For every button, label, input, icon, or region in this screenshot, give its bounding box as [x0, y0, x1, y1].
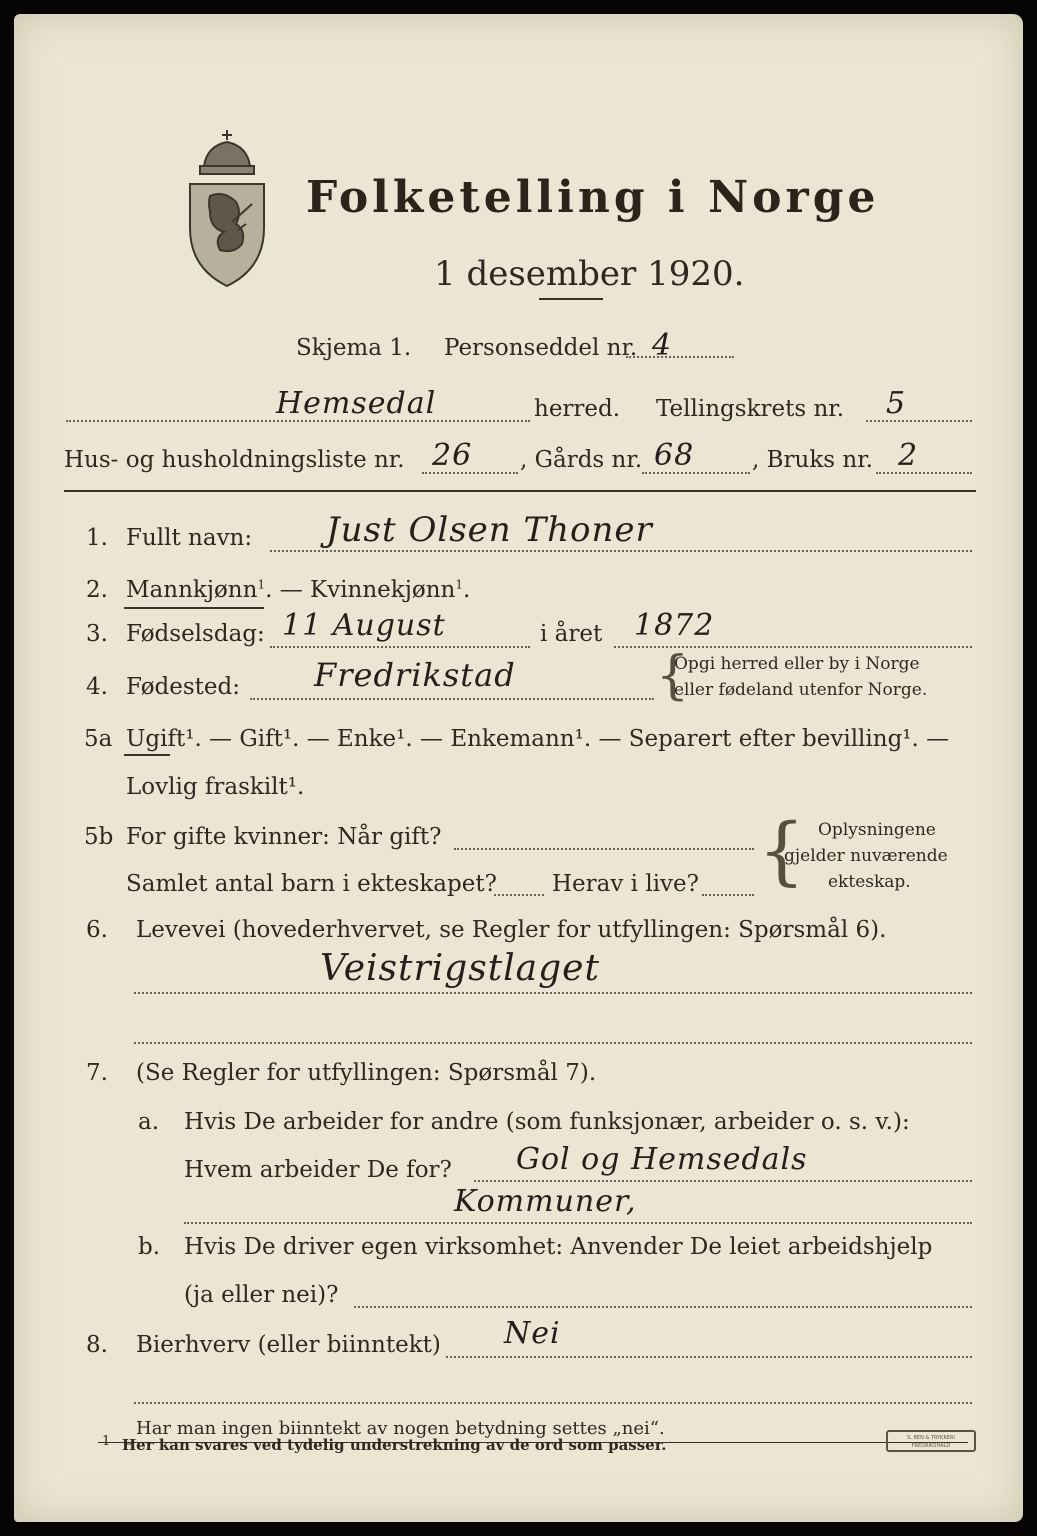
personseddel-line [626, 356, 734, 358]
q4-note-2: eller fødeland utenfor Norge. [674, 680, 928, 700]
q1-number: 1. [86, 525, 108, 551]
nei-note: Har man ingen biinntekt av nogen betydning settes „nei“. [136, 1418, 665, 1439]
q1-value: Just Olsen Thoner [326, 510, 653, 550]
q3-label: Fødselsdag: [126, 621, 265, 647]
census-date: 1 desember 1920. [434, 254, 745, 294]
hus-value: 26 [432, 438, 473, 473]
q3-year-value: 1872 [634, 608, 715, 643]
q7-number: 7. [86, 1060, 108, 1086]
tellingskrets-line [866, 420, 972, 422]
q8-number: 8. [86, 1332, 108, 1358]
gards-line [642, 472, 750, 474]
bruks-label: , Bruks nr. [752, 447, 873, 473]
q4-brace: { [656, 646, 690, 706]
q5b-label-3: Herav i live? [552, 871, 699, 897]
q7a-letter: a. [138, 1109, 160, 1135]
q7a-line-2 [184, 1222, 972, 1224]
q6-label: Levevei (hovederhvervet, se Regler for utfyllingen: Spørsmål 6). [136, 917, 887, 943]
q2-male: Mannkjønn [126, 577, 258, 603]
q3-number: 3. [86, 621, 108, 647]
q8-line-2 [134, 1402, 972, 1404]
herred-line [66, 420, 530, 422]
hus-line [422, 472, 518, 474]
q6-value: Veistrigstlaget [320, 948, 600, 989]
q2-female: . — Kvinnekjønn [265, 577, 456, 603]
q5b-line-3 [702, 894, 754, 896]
coat-of-arms-icon [182, 126, 272, 291]
q5a-underline [124, 754, 170, 756]
q8-label: Bierhverv (eller biinntekt) [136, 1332, 441, 1358]
herred-label: herred. [534, 396, 621, 422]
q5b-note-1: Oplysningene [818, 820, 936, 840]
q4-value: Fredrikstad [314, 656, 516, 694]
q4-number: 4. [86, 674, 108, 700]
bruks-line [876, 472, 972, 474]
q6-line-2 [134, 1042, 972, 1044]
q6-line-1 [134, 992, 972, 994]
q7a-value-1: Gol og Hemsedals [516, 1142, 808, 1177]
q5b-label-2: Samlet antal barn i ekteskapet? [126, 871, 497, 897]
q8-line-1 [446, 1356, 972, 1358]
q7b-letter: b. [138, 1234, 161, 1260]
gards-value: 68 [654, 438, 695, 473]
bruks-value: 2 [898, 438, 919, 473]
q5a-options: Ugift¹. — Gift¹. — Enke¹. — Enkemann¹. — Separert efter bevilling¹. — [126, 726, 950, 752]
skjema-label: Skjema 1. [296, 335, 412, 361]
personseddel-value: 4 [652, 328, 673, 363]
q7a-line-1 [474, 1180, 972, 1182]
q2-options: Mannkjønn$^1$. — Kvinnekjønn$^1$. [126, 577, 471, 603]
header-divider [64, 490, 976, 492]
q5b-line-1 [454, 848, 754, 850]
q5b-note-3: ekteskap. [828, 872, 911, 892]
tellingskrets-label: Tellingskrets nr. [656, 396, 845, 422]
form-title: Folketelling i Norge [306, 172, 880, 223]
q2-underline [124, 607, 264, 609]
q7a-label: Hvis De arbeider for andre (som funksjonær, arbeider o. s. v.): [184, 1109, 910, 1135]
q4-line [250, 698, 654, 700]
herred-value: Hemsedal [276, 386, 437, 421]
printer-stamp: S. BEN & TRYKKERI FREDRIKSHALD [886, 1430, 976, 1452]
footnote: Her kan svares ved tydelig understrekning av de ord som passer. [122, 1436, 667, 1454]
q7a-label-2: Hvem arbeider De for? [184, 1157, 452, 1183]
q5b-brace: { [758, 808, 806, 894]
footnote-number: 1 [102, 1434, 111, 1449]
q4-note-1: Opgi herred eller by i Norge [674, 654, 920, 674]
q2-number: 2. [86, 577, 108, 603]
q3-year-label: i året [540, 621, 603, 647]
q3-line [270, 646, 530, 648]
gards-label: , Gårds nr. [520, 447, 643, 473]
q5a-number: 5a [84, 726, 113, 752]
q4-label: Fødested: [126, 674, 241, 700]
q7b-label-2: (ja eller nei)? [184, 1282, 339, 1308]
q8-value: Nei [504, 1316, 561, 1351]
q7b-label: Hvis De driver egen virksomhet: Anvender De leiet arbeidshjelp [184, 1234, 933, 1260]
q1-line [270, 550, 972, 552]
q7a-value-2: Kommuner, [454, 1184, 637, 1219]
q5b-number: 5b [84, 824, 114, 850]
q6-number: 6. [86, 917, 108, 943]
q3-value: 11 August [282, 608, 446, 643]
q5b-note-2: gjelder nuværende [784, 846, 948, 866]
census-form [14, 14, 1023, 1522]
hus-label: Hus- og husholdningsliste nr. [64, 447, 405, 473]
q5a-options-2: Lovlig fraskilt¹. [126, 774, 305, 800]
q1-label: Fullt navn: [126, 525, 253, 551]
q7b-line [354, 1306, 972, 1308]
q5b-label-1: For gifte kvinner: Når gift? [126, 824, 442, 850]
q5b-line-2 [494, 894, 544, 896]
q7-label: (Se Regler for utfyllingen: Spørsmål 7). [136, 1060, 597, 1086]
tellingskrets-value: 5 [886, 386, 907, 421]
personseddel-label: Personseddel nr. [444, 335, 638, 361]
title-divider [539, 298, 603, 300]
